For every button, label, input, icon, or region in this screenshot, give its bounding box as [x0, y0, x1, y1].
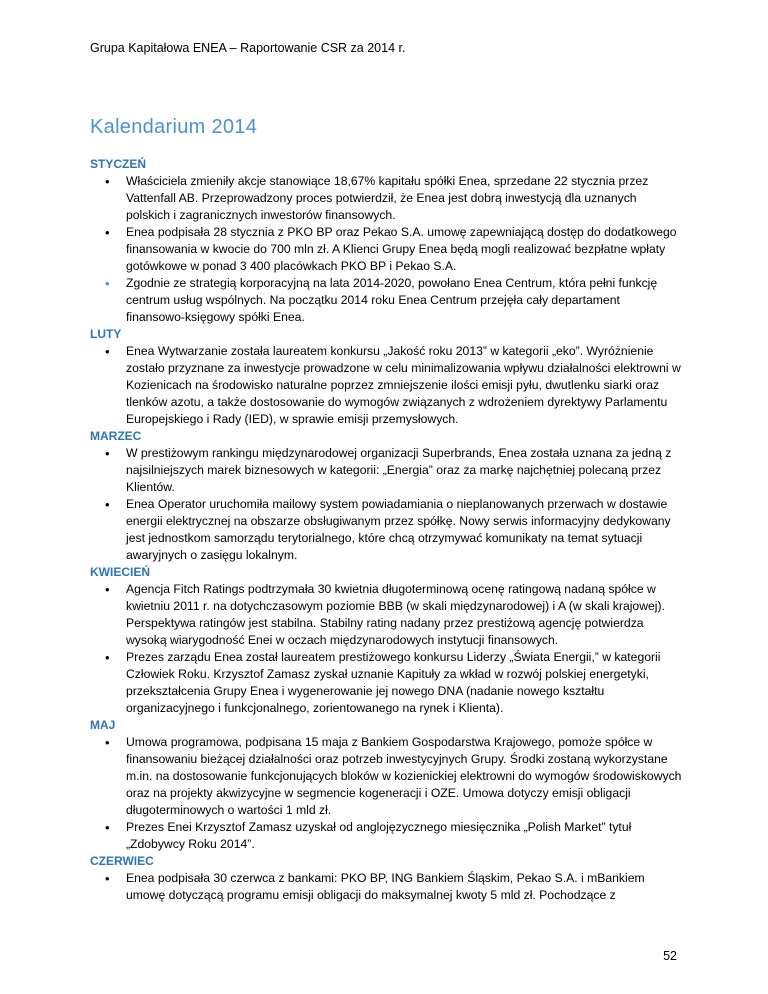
item-text: Zgodnie ze strategią korporacyjną na lata 2014-2020, powołano Enea Centrum, która pełni funkcję centrum usług wspólnych. Na początku 2014 roku Enea Centrum przejęła cały departament finansowo-księgowy spółki Enea. [126, 276, 658, 324]
item-text: Prezes Enei Krzysztof Zamasz uzyskał od anglojęzycznego miesięcznika „Polish Market” tytuł „Zdobywcy Roku 2014”. [126, 820, 632, 851]
bullet-icon: • [105, 276, 110, 291]
item-text: W prestiżowym rankingu międzynarodowej organizacji Superbrands, Enea została uznana za jedną z najsilniejszych marek biznesowych w kategorii: „Energia” oraz za markę najchętniej polecaną przez Klientów. [126, 446, 672, 494]
item-text: Enea Wytwarzanie została laureatem konkursu „Jakość roku 2013” w kategorii „eko”. Wyróżnienie zostało przyznane za inwestycje prowadzone w celu minimalizowania wpływu działalności elektrowni w Kozienicach na środowisko naturalne poprzez zmniejszenie ilości emisji pyłu, dwutlenku siarki oraz tlenków azotu, a także dostosowanie do wymogów związanych z wdrożeniem dyrektywy Parlamentu Europejskiego i Rady (IED), w sprawie emisji przemysłowych. [126, 344, 681, 426]
bullet-icon: • [105, 497, 110, 512]
bullet-icon: • [105, 735, 110, 750]
calendar-item [90, 496, 682, 564]
item-text: Enea podpisała 28 stycznia z PKO BP oraz Pekao S.A. umowę zapewniającą dostęp do dodatkowego finansowania w kwocie do 700 mln zł. A Klienci Grupy Enea będą mogli realizować bezpłatne wpłaty gotówkowe w ponad 3 400 placówkach PKO BP i Pekao S.A. [126, 225, 677, 273]
bullet-icon: • [105, 174, 110, 189]
page-number: 52 [663, 949, 677, 963]
item-text: Agencja Fitch Ratings podtrzymała 30 kwietnia długoterminową ocenę ratingową nadaną spółce w kwietniu 2011 r. na dotychczasowym poziomie BBB (w skali międzynarodowej) i A (w skali krajowej). Perspektywa ratingów jest stabilna. Stabilny rating nadany przez prestiżową agencję potwierdza wysoką wiarygodność Enei w oczach międzynarodowych instytucji finansowych. [126, 582, 665, 647]
calendar-item [90, 275, 682, 326]
bullet-icon: • [105, 344, 110, 359]
page-title: Kalendarium 2014 [90, 116, 258, 138]
bullet-icon: • [105, 650, 110, 665]
calendar-item [90, 173, 682, 224]
month-heading-marzec: MARZEC [90, 429, 142, 443]
month-heading-maj: MAJ [90, 718, 116, 732]
calendar-item [90, 819, 682, 853]
page-header: Grupa Kapitałowa ENEA – Raportowanie CSR za 2014 r. [90, 41, 406, 55]
item-text: Prezes zarządu Enea został laureatem prestiżowego konkursu Liderzy „Świata Energii,” w kategorii Człowiek Roku. Krzysztof Zamasz zyskał uznanie Kapituły za wkład w rozwój polskiej energetyki, przekształcenia Grupy Enea i wygenerowanie jej nowego DNA (nadanie nowego kształtu organizacyjnego i funkcjonalnego, zorientowanego na rynek i Klienta). [126, 650, 661, 715]
calendar-item [90, 445, 682, 496]
calendar-item [90, 581, 682, 649]
calendar-item [90, 343, 682, 428]
bullet-icon: • [105, 225, 110, 240]
bullet-icon: • [105, 582, 110, 597]
calendar-content [90, 156, 682, 904]
item-text: Enea podpisała 30 czerwca z bankami: PKO BP, ING Bankiem Śląskim, Pekao S.A. i mBankiem umowę dotyczącą programu emisji obligacji do maksymalnej kwoty 5 mld zł. Pochodzące z [126, 871, 645, 902]
month-heading-czerwiec: CZERWIEC [90, 854, 154, 868]
calendar-item [90, 870, 682, 904]
month-heading-kwiecien: KWIECIEŃ [90, 565, 150, 579]
item-text: Enea Operator uruchomiła mailowy system powiadamiania o nieplanowanych przerwach w dostawie energii elektrycznej na obszarze obsługiwanym przez spółkę. Nowy serwis informacyjny dedykowany jest jednostkom samorządu terytorialnego, które chcą otrzymywać komunikaty na temat sytuacji awaryjnych o zasięgu lokalnym. [126, 497, 671, 562]
item-text: Umowa programowa, podpisana 15 maja z Bankiem Gospodarstwa Krajowego, pomoże spółce w finansowaniu bieżącej działalności oraz potrzeb inwestycyjnych Grupy. Środki zostaną wykorzystane m.in. na dostosowanie funkcjonujących bloków w kozienickiej elektrowni do wymogów środowiskowych oraz na projekty akwizycyjne w segmencie kogeneracji i OZE. Umowa dotyczy emisji obligacji długoterminowych o wartości 1 mld zł. [126, 735, 682, 817]
calendar-item [90, 734, 682, 819]
bullet-icon: • [105, 446, 110, 461]
calendar-item [90, 649, 682, 717]
month-heading-luty: LUTY [90, 327, 122, 341]
month-heading-styczen: STYCZEŃ [90, 157, 147, 171]
item-text: Właściciela zmieniły akcje stanowiące 18,67% kapitału spółki Enea, sprzedane 22 stycznia przez Vattenfall AB. Przeprowadzony proces potwierdził, że Enea jest dobrą inwestycją dla uznanych polskich i zagranicznych inwestorów finansowych. [126, 174, 649, 222]
bullet-icon: • [105, 871, 110, 886]
bullet-icon: • [105, 820, 110, 835]
calendar-item [90, 224, 682, 275]
